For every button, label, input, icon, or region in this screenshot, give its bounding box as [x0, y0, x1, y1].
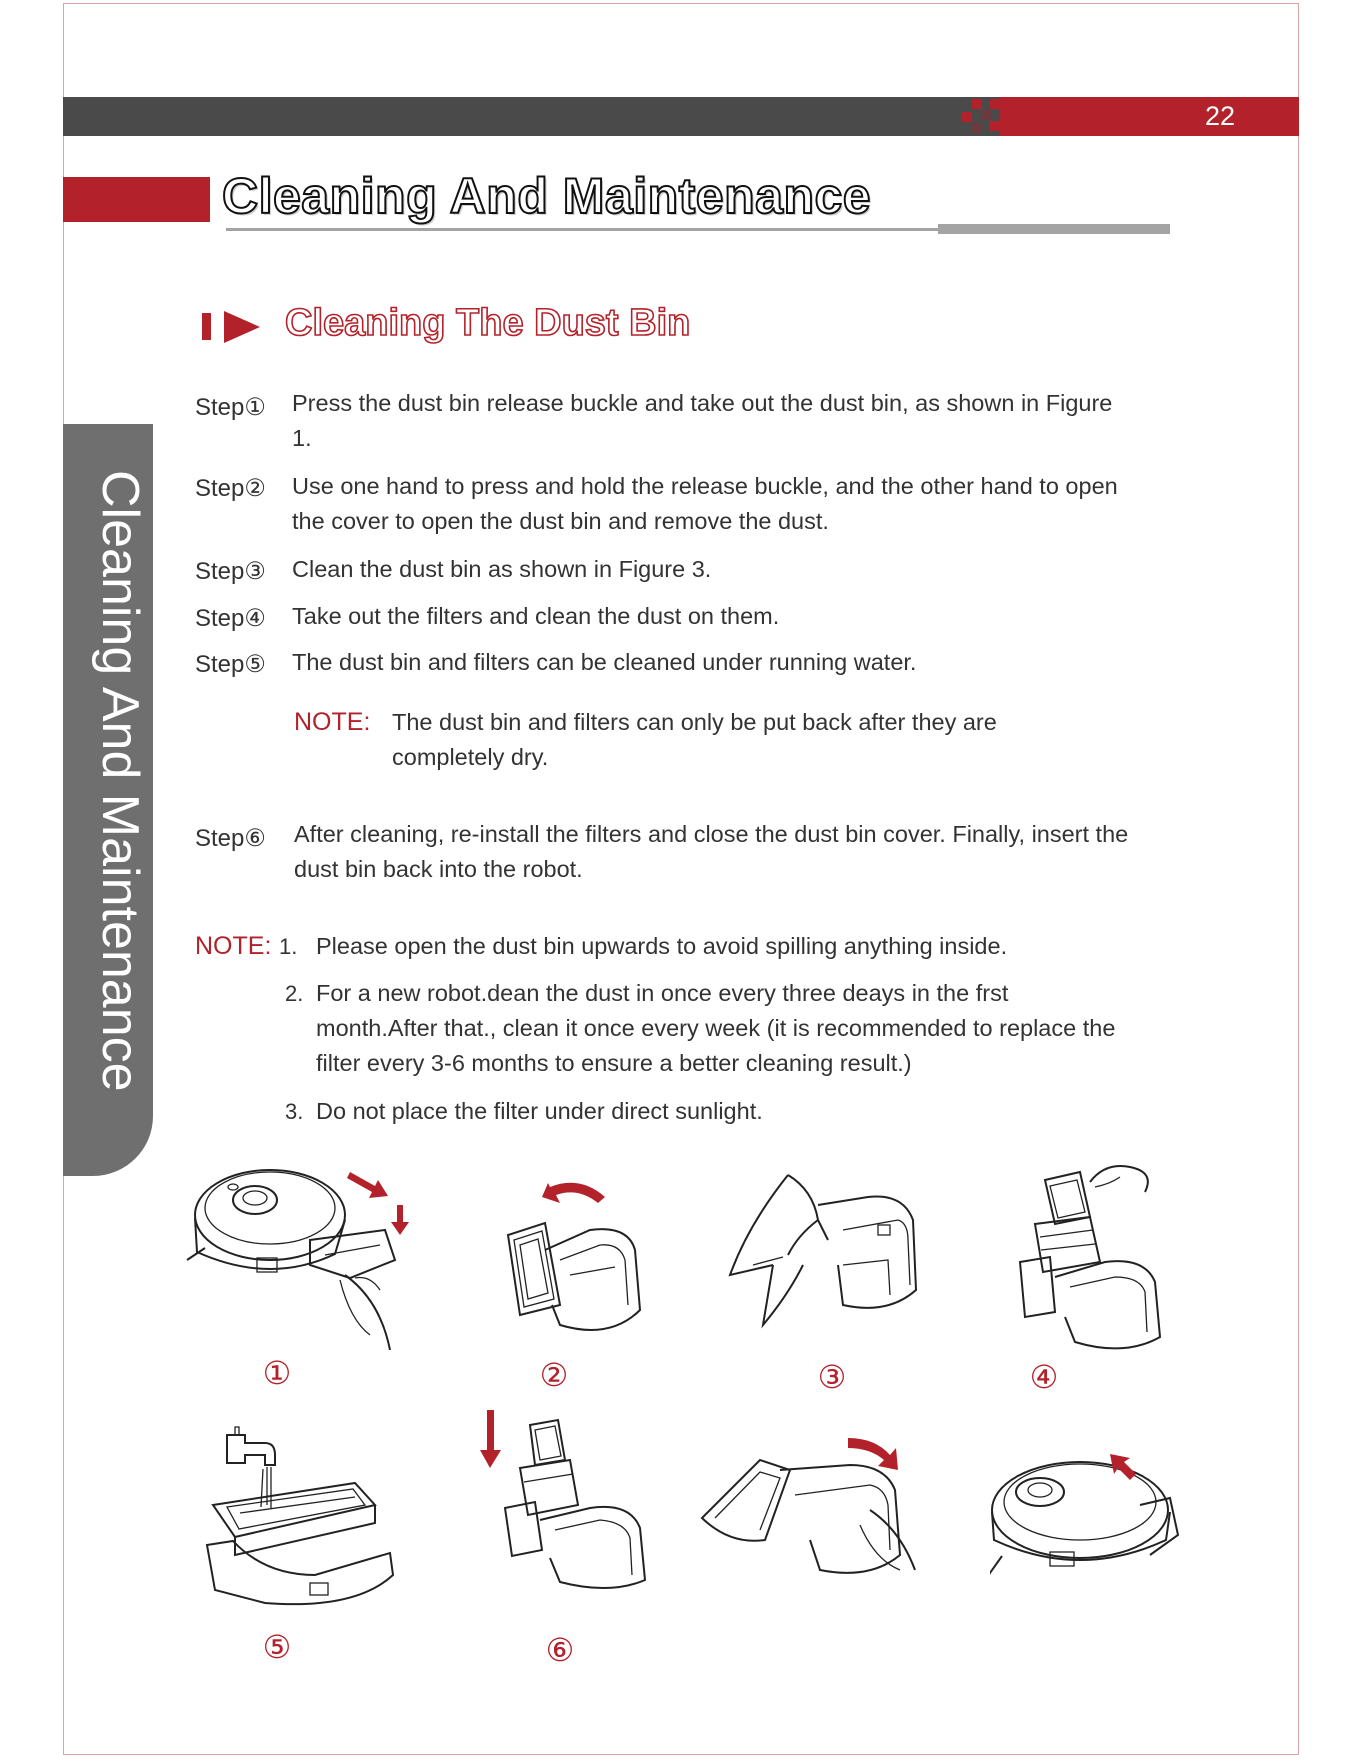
- step-text: Use one hand to press and hold the release buckle, and the other hand to open the cover to open the dust bin and remove the dust.: [292, 473, 1118, 534]
- figure-number: ⑤: [262, 1628, 292, 1666]
- figure-1-robot-remove-bin: [185, 1160, 435, 1350]
- title-rule-thick: [938, 224, 1170, 234]
- header-square: [990, 99, 1000, 109]
- page-number: 22: [1204, 101, 1236, 131]
- figure-3-clean-bin: [728, 1165, 928, 1345]
- note-number: 2.: [285, 981, 304, 1006]
- step-text: Clean the dust bin as shown in Figure 3.: [292, 556, 712, 582]
- figure-5-rinse-under-water: [205, 1425, 405, 1610]
- figure-number: ②: [539, 1356, 569, 1394]
- note-item: For a new robot.dean the dust in once every three deays in the frst month.After that., clean it once every week (it is recommended to replace the filter every 3-6 months to ensure a better cleaning result.): [316, 980, 1116, 1076]
- step-text: After cleaning, re-install the filters and close the dust bin cover. Finally, insert the dust bin back into the robot.: [294, 821, 1129, 882]
- page-title: Cleaning And Maintenance: [222, 168, 872, 224]
- header-square: [981, 110, 991, 120]
- notes-label: NOTE:: [195, 932, 272, 960]
- step-text: Take out the filters and clean the dust on them.: [292, 603, 780, 629]
- note-number: 1.: [279, 934, 298, 959]
- step-label: Step⑥: [195, 825, 266, 852]
- step-label: Step⑤: [195, 651, 266, 678]
- header-square: [990, 121, 1000, 131]
- inline-note-text: The dust bin and filters can only be put back after they are completely dry.: [392, 709, 997, 770]
- section-marker-bar: [202, 313, 211, 340]
- figure-number: ③: [817, 1358, 847, 1396]
- title-rule: [226, 228, 938, 231]
- note-item: Please open the dust bin upwards to avoid spilling anything inside.: [316, 933, 1008, 959]
- figure-number: ④: [1029, 1358, 1059, 1396]
- side-tab-label: Cleaning And Maintenance: [91, 470, 149, 1092]
- section-arrow-icon: [224, 311, 260, 343]
- note-item: Do not place the filter under direct sunlight.: [316, 1098, 763, 1124]
- inline-note-label: NOTE:: [294, 708, 371, 736]
- header-square: [972, 99, 982, 109]
- header-square: [972, 123, 982, 133]
- step-text: The dust bin and filters can be cleaned under running water.: [292, 649, 917, 675]
- step-text: Press the dust bin release buckle and take out the dust bin, as shown in Figure 1.: [292, 390, 1113, 451]
- title-accent-block: [63, 177, 210, 222]
- figure-number: ⑥: [545, 1631, 575, 1669]
- figure-2-open-bin: [490, 1175, 650, 1345]
- figure-reinsert-bin: [990, 1440, 1180, 1590]
- note-number: 3.: [285, 1099, 304, 1124]
- section-title: Cleaning The Dust Bin: [285, 302, 691, 344]
- step-label: Step②: [195, 475, 266, 502]
- figure-close-bin-cover: [700, 1430, 940, 1590]
- figure-number: ①: [262, 1354, 292, 1392]
- step-label: Step①: [195, 394, 266, 421]
- step-label: Step③: [195, 558, 266, 585]
- figure-6-insert-filter: [480, 1410, 660, 1590]
- step-label: Step④: [195, 605, 266, 632]
- figure-4-remove-filter: [995, 1162, 1175, 1352]
- header-square: [962, 112, 972, 122]
